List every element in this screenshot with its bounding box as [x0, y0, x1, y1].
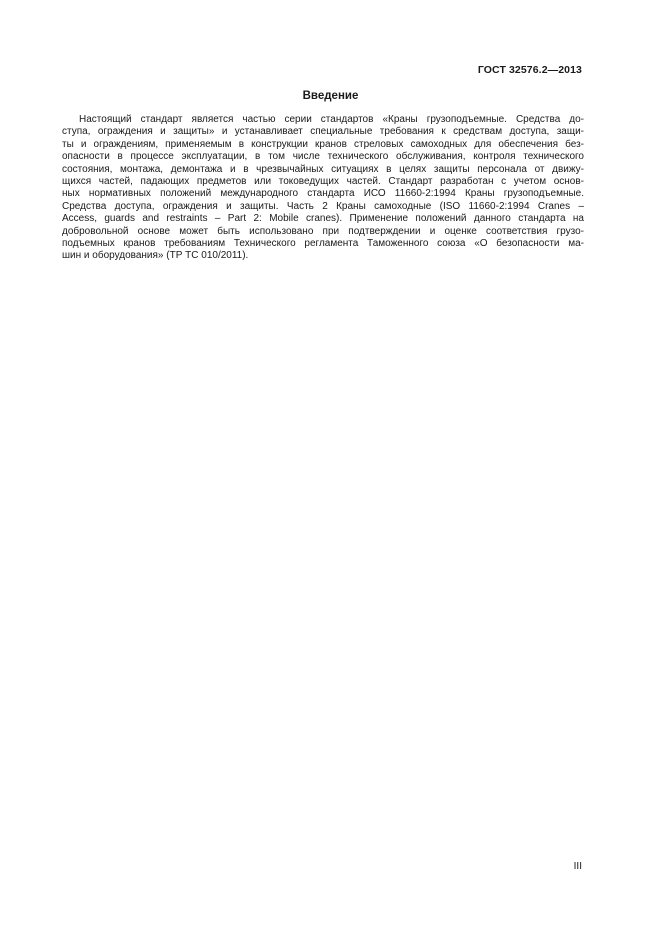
paragraph-line: Средства доступа, ограждения и защиты. Часть 2 Краны самоходные (ISO 11660-2:1994 Cranes – [62, 200, 584, 212]
section-title: Введение [302, 90, 359, 102]
paragraph-line: ты и ограждениям, применяемым в конструкции кранов стреловых самоходных для обеспечения без- [62, 138, 584, 150]
paragraph-line: опасности в процессе эксплуатации, в том числе технического обслуживания, контроля технического [62, 151, 584, 163]
page-number: III [573, 861, 582, 872]
standard-code: ГОСТ 32576.2—2013 [477, 64, 582, 76]
paragraph-line: Настоящий стандарт является частью серии стандартов «Краны грузоподъемные. Средства до- [79, 114, 584, 125]
paragraph-line: состояния, монтажа, демонтажа и в чрезвычайных ситуациях в целях защиты персонала от движу- [62, 163, 584, 175]
paragraph-line: Access, guards and restraints – Part 2: Mobile cranes). Применение положений данного стандарта на [62, 213, 584, 225]
paragraph-line: подъемных кранов требованиям Технического регламента Таможенного союза «О безопасности ма- [62, 238, 584, 250]
paragraph-line: шин и оборудования» (ТР ТС 010/2011). [62, 250, 249, 262]
paragraph-line: ступа, ограждения и защиты» и устанавливает специальные требования к средствам доступа, защи- [62, 126, 584, 138]
introduction-paragraph [62, 114, 584, 263]
paragraph-line: ных нормативных положений международного стандарта ИСО 11660-2:1994 Краны грузоподъемные. [62, 188, 584, 200]
paragraph-line: щихся частей, падающих предметов или токоведущих частей. Стандарт разработан с учетом основ- [62, 176, 584, 188]
paragraph-line: добровольной основе может быть использовано при подтверждении и оценке соответствия грузо- [62, 225, 584, 237]
